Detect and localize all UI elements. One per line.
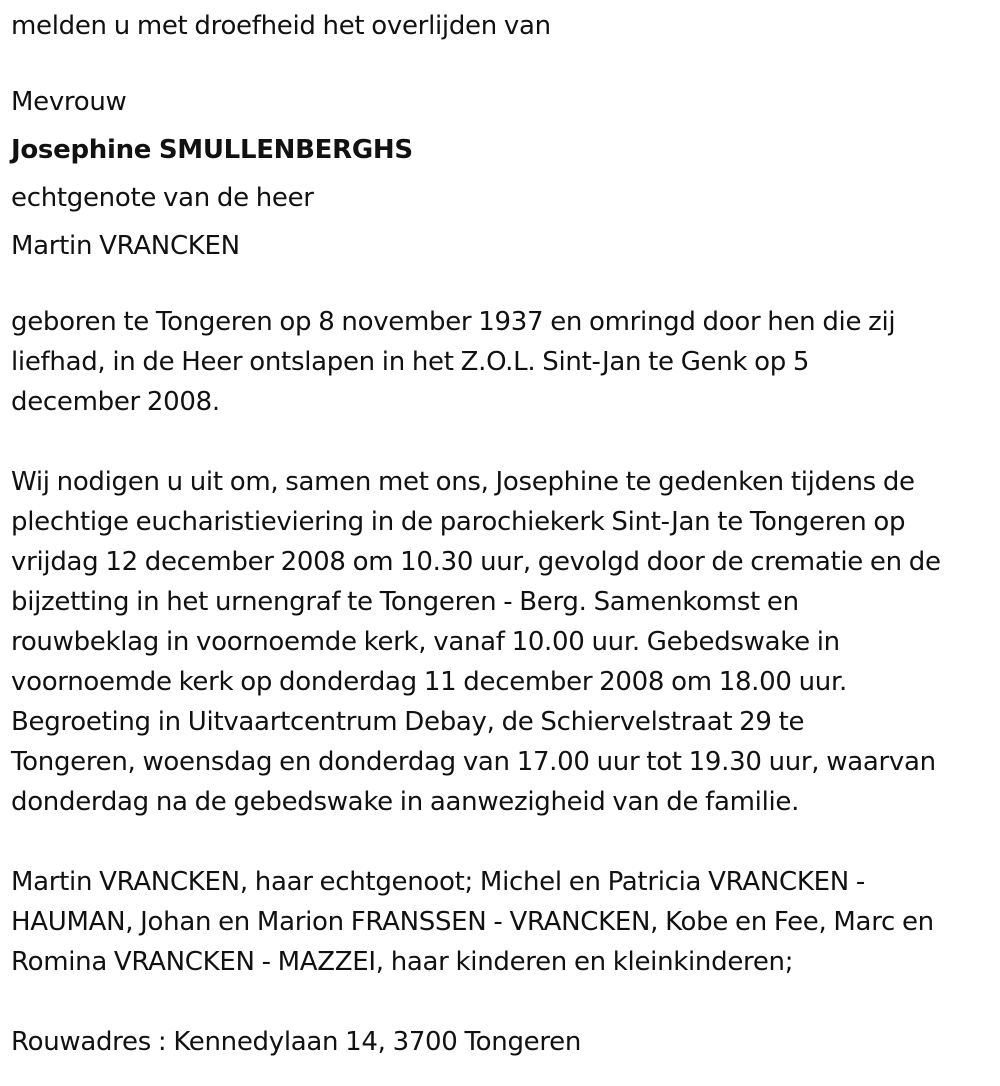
spacer [11, 982, 991, 1022]
paragraph-line: Begroeting in Uitvaartcentrum Debay, de Schiervelstraat 29 te [11, 707, 805, 737]
paragraph-line: Tongeren, woensdag en donderdag van 17.00 uur tot 19.30 uur, waarvan [11, 747, 936, 777]
deceased-name: Josephine SMULLENBERGHS [11, 135, 413, 165]
paragraph-line: december 2008. [11, 387, 220, 417]
honorific: Mevrouw [11, 87, 127, 117]
paragraph-line: HAUMAN, Johan en Marion FRANSSEN - VRANCKEN, Kobe en Fee, Marc en [11, 907, 934, 937]
spouse-name: Martin VRANCKEN [11, 231, 240, 261]
mourning-address: Rouwadres : Kennedylaan 14, 3700 Tongeren [11, 1027, 582, 1057]
death-notice [11, 6, 991, 1062]
spacer [11, 822, 991, 862]
relation-text: echtgenote van de heer [11, 183, 314, 213]
paragraph-line: Wij nodigen u uit om, samen met ons, Josephine te gedenken tijdens de [11, 467, 915, 497]
paragraph-line: voornoemde kerk op donderdag 11 december 2008 om 18.00 uur. [11, 667, 847, 697]
paragraph-line: bijzetting in het urnengraf te Tongeren - Berg. Samenkomst en [11, 587, 799, 617]
paragraph-line: Martin VRANCKEN, haar echtgenoot; Michel en Patricia VRANCKEN - [11, 867, 865, 897]
paragraph-line: donderdag na de gebedswake in aanwezigheid van de familie. [11, 787, 800, 817]
spacer [11, 46, 991, 78]
paragraph-line: liefhad, in de Heer ontslapen in het Z.O.L. Sint-Jan te Genk op 5 [11, 347, 810, 377]
intro-text: melden u met droefheid het overlijden van [11, 11, 551, 41]
paragraph-line: geboren te Tongeren op 8 november 1937 en omringd door hen die zij [11, 307, 896, 337]
spacer [11, 270, 991, 302]
birth-paragraph [11, 302, 991, 422]
paragraph-line: rouwbeklag in voornoemde kerk, vanaf 10.00 uur. Gebedswake in [11, 627, 840, 657]
paragraph-line: plechtige eucharistieviering in de parochiekerk Sint-Jan te Tongeren op [11, 507, 906, 537]
paragraph-line: Romina VRANCKEN - MAZZEI, haar kinderen en kleinkinderen; [11, 947, 794, 977]
ceremony-paragraph [11, 462, 991, 822]
paragraph-line: vrijdag 12 december 2008 om 10.30 uur, gevolgd door de crematie en de [11, 547, 941, 577]
family-paragraph [11, 862, 991, 982]
spacer [11, 422, 991, 462]
